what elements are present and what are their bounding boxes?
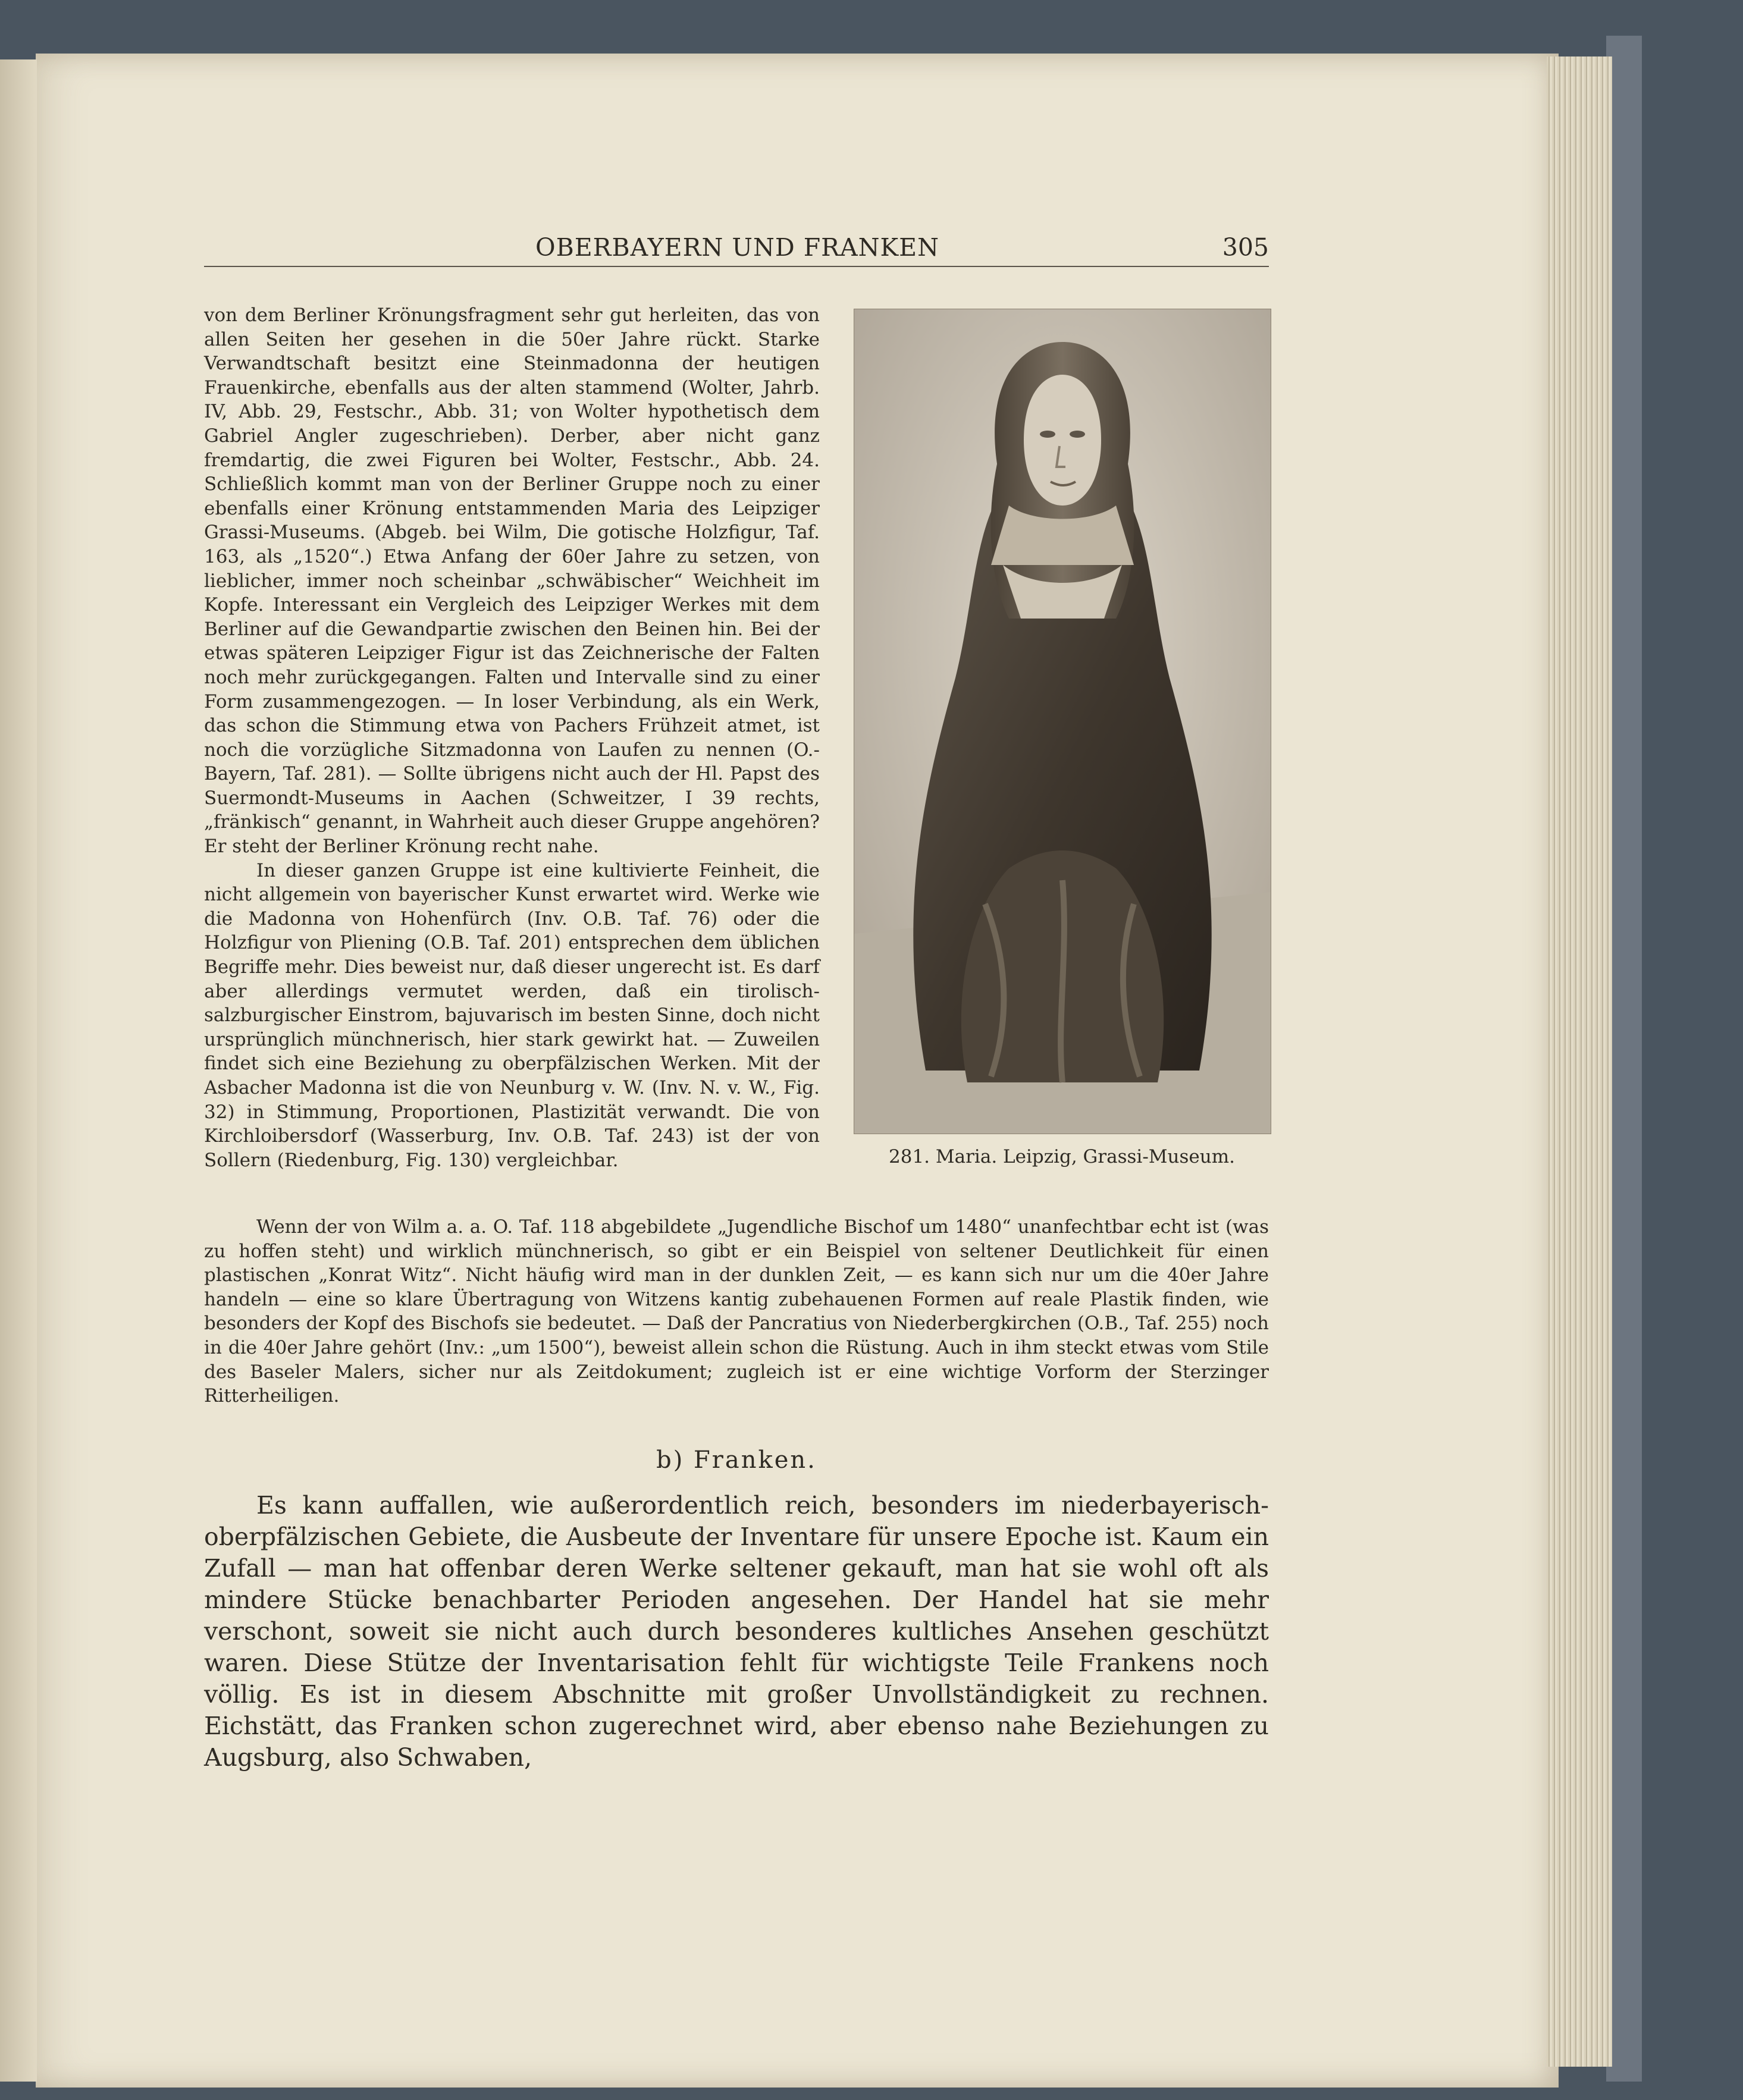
left-column-text (204, 303, 820, 1172)
running-head-title: OBERBAYERN UND FRANKEN (535, 233, 939, 262)
running-head (204, 233, 1269, 267)
paragraph: In dieser ganzen Gruppe ist eine kultivierte Feinheit, die nicht allgemein von bayerischer Kunst erwartet wird. Werke wie die Madonna von Hohenfürch (Inv. O.B. Taf. 76) oder die Holzfigur von Pliening (O.B. Taf. 201) entsprechen dem üblichen Begriffe mehr. Dies beweist nur, daß dieser ungerecht ist. Es darf aber allerdings vermutet werden, daß ein tirolisch-salzburgischer Einstrom, bajuvarisch im besten Sinne, doch nicht ursprünglich münchnerisch, hier stark gewirkt hat. — Zuweilen findet sich eine Beziehung zu oberpfälzischen Werken. Mit der Asbacher Madonna ist die von Neunburg v. W. (Inv. N. v. W., Fig. 32) in Stimmung, Proportionen, Plastizität verwandt. Die von Kirchloibersdorf (Wasserburg, Inv. O.B. Taf. 243) ist der von Sollern (Riedenburg, Fig. 130) vergleichbar. (204, 859, 820, 1171)
section-heading: b) Franken. (656, 1446, 817, 1474)
paragraph: Wenn der von Wilm a. a. O. Taf. 118 abgebildete „Jugendliche Bischof um 1480“ unanfechtbar echt ist (was zu hoffen steht) und wirklich münchnerisch, so gibt er ein Beispiel von seltener Deutlichkeit für einen plastischen „Konrat Witz“. Nicht häufig wird man in der dunklen Zeit, — es kann sich nur um die 40er Jahre handeln — eine so klare Übertragung von Witzens kantig zubehauenen Formen auf reale Plastik finden, wie besonders der Kopf des Bischofs sie bedeutet. — Daß der Pancratius von Niederbergkirchen (O.B., Taf. 255) noch in die 40er Jahre gehört (Inv.: „um 1500“), beweist allein schon die Rüstung. Auch in ihm steckt etwas vom Stile des Baseler Malers, sicher nur als Zeitdokument; zugleich ist er eine wichtige Vorform der Sterzinger Ritterheiligen. (204, 1216, 1269, 1407)
facing-page-edge (0, 59, 37, 2082)
paragraph: Es kann auffallen, wie außerordentlich reich, besonders im niederbayerisch-oberpfälzischen Gebiete, die Ausbeute der Inventare für unsere Epoche ist. Kaum ein Zufall — man hat offenbar deren Werke seltener gekauft, man hat sie wohl oft als mindere Stücke benachbarter Perioden angesehen. Der Handel hat sie mehr verschont, soweit sie nicht auch durch besonderes kultliches Ansehen geschützt waren. Diese Stütze der Inventarisation fehlt für wichtigste Teile Frankens noch völlig. Es ist in diesem Abschnitte mit großer Unvollständigkeit zu rechnen. Eichstätt, das Franken schon zugerechnet wird, aber ebenso nahe Beziehungen zu Augsburg, also Schwaben, (204, 1491, 1269, 1772)
paragraph: von dem Berliner Krönungsfragment sehr gut herleiten, das von allen Seiten her gesehen in die 50er Jahre rückt. Starke Verwandtschaft besitzt eine Steinmadonna der heutigen Frauenkirche, ebenfalls aus der alten stammend (Wolter, Jahrb. IV, Abb. 29, Festschr., Abb. 31; von Wolter hypothetisch dem Gabriel Angler zugeschrieben). Derber, aber nicht ganz fremdartig, die zwei Figuren bei Wolter, Festschr., Abb. 24. Schließlich kommt man von der Berliner Gruppe noch zu einer ebenfalls einer Krönung entstammenden Maria des Leipziger Grassi-Museums. (Abgeb. bei Wilm, Die gotische Holzfigur, Taf. 163, als „1520“.) Etwa Anfang der 60er Jahre zu setzen, von lieblicher, immer noch scheinbar „schwäbischer“ Weichheit im Kopfe. Interessant ein Vergleich des Leipziger Werkes mit dem Berliner auf die Gewandpartie zwischen den Beinen hin. Bei der etwas späteren Leipziger Figur ist das Zeichnerische der Falten noch mehr zurückgegangen. Falten und Intervalle sind zu einer Form zusammengezogen. — In loser Verbindung, als ein Werk, das schon die Stimmung etwa von Pachers Frühzeit atmet, ist noch die vorzügliche Sitzmadonna von Laufen zu nennen (O.-Bayern, Taf. 281). — Sollte übrigens nicht auch der Hl. Papst des Suermondt-Museums in Aachen (Schweitzer, I 39 rechts, „fränkisch“ genannt, in Wahrheit auch dieser Gruppe angehören? Er steht der Berliner Krönung recht nahe. (204, 305, 820, 858)
section-body (204, 1490, 1269, 1773)
full-width-paragraph (204, 1215, 1269, 1408)
page-stack-edge (1547, 56, 1612, 2067)
madonna-statue-image (854, 309, 1271, 1134)
figure-madonna-photo (854, 309, 1271, 1134)
figure-caption: 281. Maria. Leipzig, Grassi-Museum. (889, 1146, 1235, 1167)
page-number: 305 (1222, 233, 1269, 262)
